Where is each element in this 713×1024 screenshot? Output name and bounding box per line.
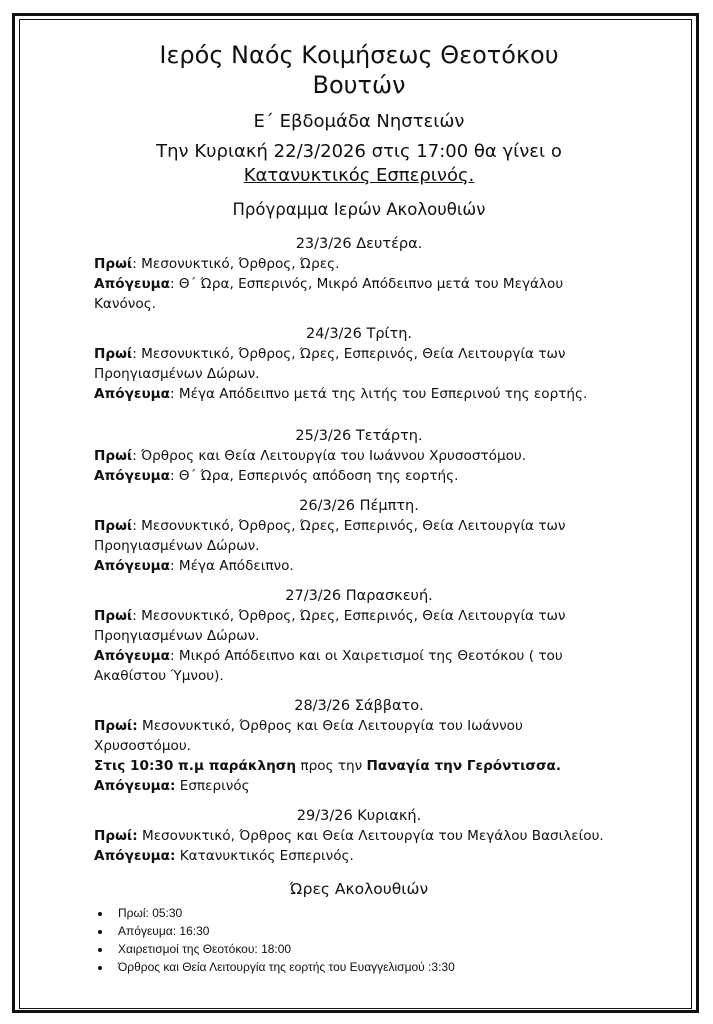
schedule-line [94, 556, 624, 576]
schedule-line [94, 446, 624, 466]
schedule-line-label: Πρωί [94, 256, 133, 272]
schedule-line-text: Μεσονυκτικό, Όρθρος και Θεία Λειτουργία του Μεγάλου Βασιλείου. [137, 828, 604, 844]
day-block [94, 324, 624, 404]
schedule-line-text: προς την [296, 758, 367, 774]
day-schedule-list [94, 234, 624, 866]
schedule-line [94, 254, 624, 274]
schedule-line-text: : Μεσονυκτικό, Όρθρος, Ώρες. [132, 256, 340, 272]
schedule-line-text: : Μεσονυκτικό, Όρθρος, Ώρες, Εσπερινός, Θεία Λειτουργία των Προηγιασμένων Δώρων. [94, 518, 566, 554]
schedule-line-label: Απόγευμα [94, 558, 170, 574]
schedule-line-label: Απόγευμα [94, 276, 170, 292]
schedule-line-text: : Θ΄ Ώρα, Εσπερινός, Μικρό Απόδειπνο μετά του Μεγάλου Κανόνος. [94, 276, 564, 312]
schedule-line-label: Απόγευμα: [94, 778, 176, 794]
schedule-line [94, 846, 624, 866]
church-title [94, 40, 624, 100]
day-block [94, 234, 624, 314]
schedule-line-label: Πρωί [94, 608, 133, 624]
day-block [94, 696, 624, 796]
schedule-line [94, 646, 624, 686]
schedule-line [94, 274, 624, 314]
schedule-line-label: Απόγευμα [94, 386, 170, 402]
day-block [94, 426, 624, 486]
schedule-line-label: Απόγευμα: [94, 848, 176, 864]
service-hours-item: • Απόγευμα: 16:30 [112, 922, 624, 940]
schedule-line-text: : Θ΄ Ώρα, Εσπερινός απόδοση της εορτής. [169, 468, 459, 484]
schedule-line-label: Πρωί: [94, 828, 138, 844]
schedule-line [94, 344, 624, 384]
schedule-line-text: Μεσονυκτικό, Όρθρος και Θεία Λειτουργία του Ιωάννου Χρυσοστόμου. [94, 718, 523, 754]
schedule-line-text: : Όρθρος και Θεία Λειτουργία του Ιωάννου Χρυσοστόμου. [132, 448, 527, 464]
service-hours-list [94, 904, 624, 976]
day-block [94, 806, 624, 866]
week-title: Ε΄ Εβδομάδα Νηστειών [253, 111, 465, 132]
schedule-line-label-secondary: Παναγία την Γερόντισσα. [366, 758, 562, 774]
schedule-line [94, 756, 624, 776]
sunday-announcement-text: Την Κυριακή 22/3/2026 στις 17:00 θα γίνει ο [156, 141, 562, 162]
schedule-line-label: Στις 10:30 π.μ παράκληση [94, 758, 297, 774]
day-block [94, 586, 624, 686]
schedule-line-text: : Μεσονυκτικό, Όρθρος, Ώρες, Εσπερινός, Θεία Λειτουργία των Προηγιασμένων Δώρων. [94, 608, 566, 644]
schedule-line-text: Εσπερινός [175, 778, 250, 794]
day-block [94, 496, 624, 576]
schedule-line-label: Απόγευμα [94, 468, 170, 484]
schedule-line [94, 606, 624, 646]
service-hours-title: Ώρες Ακολουθιών [289, 880, 429, 898]
program-title: Πρόγραμμα Ιερών Ακολουθιών [232, 200, 486, 219]
sunday-announcement [94, 140, 624, 188]
schedule-line [94, 384, 624, 404]
service-hours-item: • Πρωί: 05:30 [112, 904, 624, 922]
service-hours-item: • Όρθρος και Θεία Λειτουργία της εορτής του Ευαγγελισμού :3:30 [112, 958, 624, 976]
schedule-line [94, 516, 624, 556]
schedule-line [94, 776, 624, 796]
schedule-line-text: : Μέγα Απόδειπνο. [169, 558, 294, 574]
day-title: 25/3/26 Τετάρτη. [295, 428, 423, 444]
schedule-line-label: Πρωί [94, 448, 133, 464]
schedule-line [94, 826, 624, 846]
day-title: 27/3/26 Παρασκευή. [285, 588, 433, 604]
schedule-line-text: : Μέγα Απόδειπνο μετά της λιτής του Εσπερινού της εορτής. [169, 386, 588, 402]
schedule-line-label: Πρωί: [94, 718, 138, 734]
document-content [94, 40, 624, 976]
day-title: 23/3/26 Δευτέρα. [295, 236, 423, 252]
schedule-line [94, 466, 624, 486]
day-title: 26/3/26 Πέμπτη. [299, 498, 419, 514]
schedule-line [94, 716, 624, 756]
schedule-line-text: : Μεσονυκτικό, Όρθρος, Ώρες, Εσπερινός, Θεία Λειτουργία των Προηγιασμένων Δώρων. [94, 346, 566, 382]
service-hours-item: • Χαιρετισμοί της Θεοτόκου: 18:00 [112, 940, 624, 958]
schedule-line-label: Πρωί [94, 518, 133, 534]
day-title: 29/3/26 Κυριακή. [296, 808, 422, 824]
schedule-line-text: Κατανυκτικός Εσπερινός. [175, 848, 354, 864]
schedule-line-text: : Μικρό Απόδειπνο και οι Χαιρετισμοί της Θεοτόκου ( του Ακαθίστου Ύμνου). [94, 648, 563, 684]
schedule-line-label: Απόγευμα [94, 648, 170, 664]
day-title: 28/3/26 Σάββατο. [294, 698, 424, 714]
church-title-line2: Βουτών [312, 71, 406, 99]
church-title-line1: Ιερός Ναός Κοιμήσεως Θεοτόκου [159, 41, 559, 69]
sunday-service-name: Κατανυκτικός Εσπερινός. [243, 165, 475, 186]
day-title: 24/3/26 Τρίτη. [305, 326, 412, 342]
schedule-line-label: Πρωί [94, 346, 133, 362]
